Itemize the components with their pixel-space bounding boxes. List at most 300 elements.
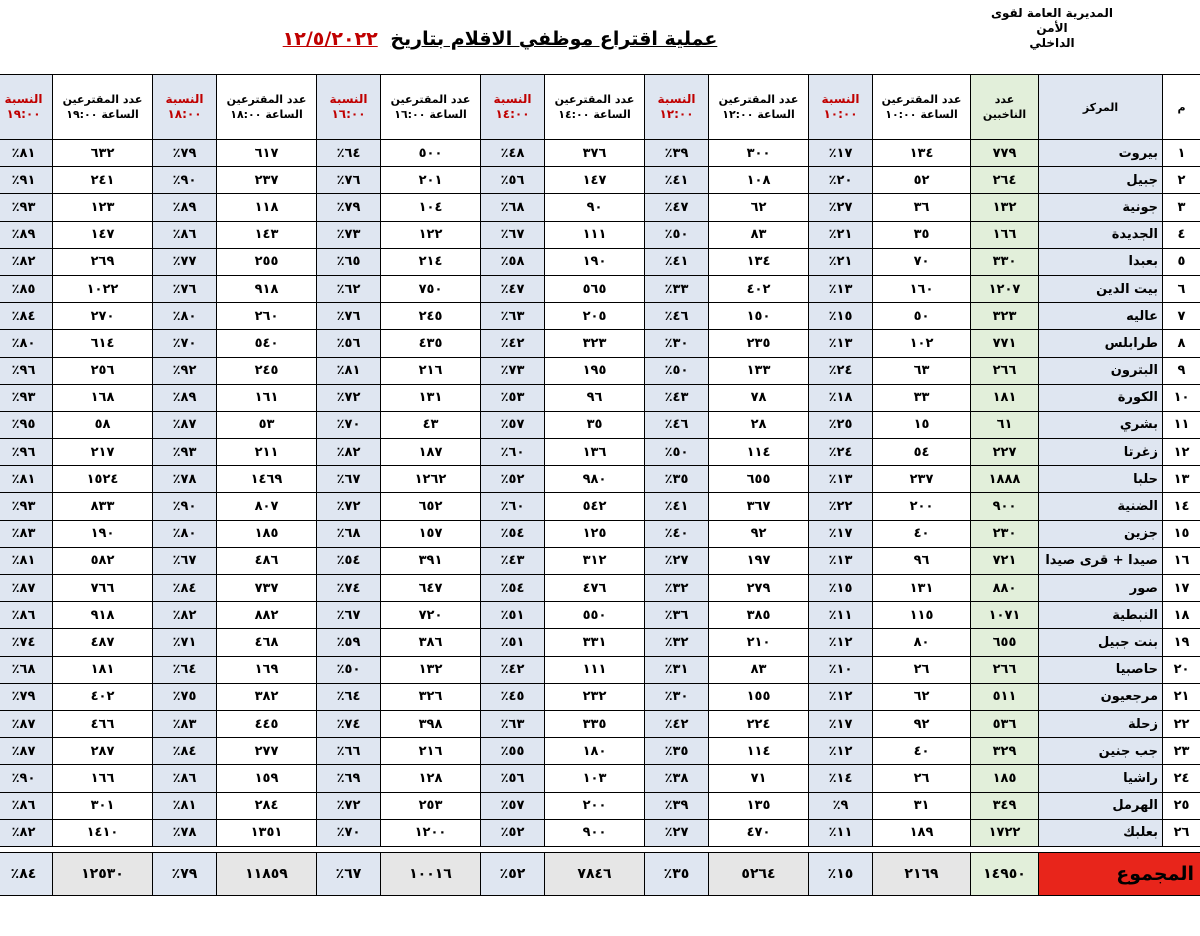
rate-1000: ١٢٪ <box>809 629 873 656</box>
votes-1400: ١٩٠ <box>545 248 645 275</box>
rate-1800: ٨٤٪ <box>153 575 217 602</box>
col-votes-1400 <box>545 75 645 140</box>
rate-1600: ٥٦٪ <box>317 330 381 357</box>
votes-1200: ١٠٨ <box>709 167 809 194</box>
col-rate-1600 <box>317 75 381 140</box>
rate-1200: ٣٥٪ <box>645 738 709 765</box>
votes-1400: ٣٣٥ <box>545 710 645 737</box>
votes-1800: ١٦١ <box>217 384 317 411</box>
votes-1600: ٢١٤ <box>381 248 481 275</box>
votes-1200: ٢٨ <box>709 411 809 438</box>
votes-1600: ٥٠٠ <box>381 140 481 167</box>
votes-1200: ٤٠٢ <box>709 275 809 302</box>
table-row <box>0 683 1200 710</box>
rate-hour-1000: ١٠:٠٠ <box>823 107 858 121</box>
votes-1900: ٩١٨ <box>53 602 153 629</box>
rate-1200: ٤١٪ <box>645 167 709 194</box>
rate-1400: ٦٧٪ <box>481 221 545 248</box>
rate-1800: ٨٢٪ <box>153 602 217 629</box>
rate-1600: ٧٦٪ <box>317 303 381 330</box>
rate-1600: ٧٢٪ <box>317 493 381 520</box>
rate-1200: ٤٦٪ <box>645 303 709 330</box>
col-votes-1000 <box>873 75 971 140</box>
votes-1000: ٤٠ <box>873 738 971 765</box>
rate-1000: ١٧٪ <box>809 710 873 737</box>
votes-1900: ٢٤١ <box>53 167 153 194</box>
votes-1200: ٨٣ <box>709 656 809 683</box>
votes-1900: ٦١٤ <box>53 330 153 357</box>
rate-1800: ٦٤٪ <box>153 656 217 683</box>
votes-1400: ٥٥٠ <box>545 602 645 629</box>
votes-1600: ٢١٦ <box>381 738 481 765</box>
row-number: ١٩ <box>1163 629 1200 656</box>
table-row <box>0 792 1200 819</box>
col-voters <box>971 75 1039 140</box>
rate-1800: ٧٨٪ <box>153 819 217 846</box>
rate-1800: ٨١٪ <box>153 792 217 819</box>
votes-1900: ٤٨٧ <box>53 629 153 656</box>
col-votes-label: عدد المقترعين <box>718 93 799 106</box>
center-name: طرابلس <box>1039 330 1163 357</box>
votes-1600: ٣٩٨ <box>381 710 481 737</box>
voters: ٣٢٣ <box>971 303 1039 330</box>
votes-1000: ٦٢ <box>873 683 971 710</box>
votes-1900: ٢٧٠ <box>53 303 153 330</box>
row-number: ٢٦ <box>1163 819 1200 846</box>
votes-1000: ٦٣ <box>873 357 971 384</box>
votes-1900: ٧٦٦ <box>53 575 153 602</box>
votes-1800: ٢١١ <box>217 439 317 466</box>
row-number: ١٧ <box>1163 575 1200 602</box>
rate-1900: ٧٩٪ <box>0 683 53 710</box>
votes-1800: ٢٦٠ <box>217 303 317 330</box>
center-name: بعبدا <box>1039 248 1163 275</box>
voters: ٢٦٦ <box>971 656 1039 683</box>
votes-1000: ٣٣ <box>873 384 971 411</box>
center-name: حلبا <box>1039 466 1163 493</box>
votes-1200: ٢١٠ <box>709 629 809 656</box>
voters: ٢٦٦ <box>971 357 1039 384</box>
rate-1400: ٥٦٪ <box>481 765 545 792</box>
rate-1800: ٨٧٪ <box>153 411 217 438</box>
voters: ٥١١ <box>971 683 1039 710</box>
rate-1200: ٣٠٪ <box>645 330 709 357</box>
total-voters: ١٤٩٥٠ <box>971 852 1039 895</box>
rate-1600: ٦٧٪ <box>317 466 381 493</box>
votes-1600: ٦٤٧ <box>381 575 481 602</box>
table-row <box>0 520 1200 547</box>
rate-1000: ٢٤٪ <box>809 357 873 384</box>
votes-1900: ٢١٧ <box>53 439 153 466</box>
votes-1400: ٣٣١ <box>545 629 645 656</box>
table-row <box>0 275 1200 302</box>
total-votes-1000: ٢١٦٩ <box>873 852 971 895</box>
rate-1000: ٢٥٪ <box>809 411 873 438</box>
votes-1600: ١٠٤ <box>381 194 481 221</box>
center-name: البترون <box>1039 357 1163 384</box>
votes-1600: ١٥٧ <box>381 520 481 547</box>
votes-1000: ١٠٢ <box>873 330 971 357</box>
rate-hour-1900: ١٩:٠٠ <box>6 107 41 121</box>
rate-label: النسبة <box>165 92 204 106</box>
rate-1400: ٥٢٪ <box>481 819 545 846</box>
votes-1400: ٩٠ <box>545 194 645 221</box>
total-rate-1000: ١٥٪ <box>809 852 873 895</box>
rate-1800: ٨٩٪ <box>153 384 217 411</box>
rate-1900: ٨٢٪ <box>0 248 53 275</box>
center-name: حاصبيا <box>1039 656 1163 683</box>
rate-1000: ١٥٪ <box>809 303 873 330</box>
votes-1900: ١٦٨ <box>53 384 153 411</box>
rate-1600: ٨١٪ <box>317 357 381 384</box>
voters: ٦٥٥ <box>971 629 1039 656</box>
rate-label: النسبة <box>4 92 43 106</box>
center-name: الكورة <box>1039 384 1163 411</box>
votes-1600: ٧٢٠ <box>381 602 481 629</box>
row-number: ٢٢ <box>1163 710 1200 737</box>
col-rate-1800 <box>153 75 217 140</box>
total-votes-1200: ٥٢٦٤ <box>709 852 809 895</box>
votes-1600: ١٨٧ <box>381 439 481 466</box>
votes-1900: ٤٦٦ <box>53 710 153 737</box>
rate-1400: ٥١٪ <box>481 629 545 656</box>
votes-1000: ١٥ <box>873 411 971 438</box>
rate-1900: ٨٩٪ <box>0 221 53 248</box>
table-body <box>0 140 1200 847</box>
voters: ٩٠٠ <box>971 493 1039 520</box>
rate-1900: ٩٣٪ <box>0 194 53 221</box>
votes-1000: ١١٥ <box>873 602 971 629</box>
votes-1800: ٥٤٠ <box>217 330 317 357</box>
total-votes-1900: ١٢٥٣٠ <box>53 852 153 895</box>
votes-1400: ٥٤٢ <box>545 493 645 520</box>
row-number: ٩ <box>1163 357 1200 384</box>
rate-1800: ٨٩٪ <box>153 194 217 221</box>
voters: ٥٣٦ <box>971 710 1039 737</box>
rate-1900: ٨١٪ <box>0 466 53 493</box>
rate-1400: ٤٥٪ <box>481 683 545 710</box>
votes-1800: ١١٨ <box>217 194 317 221</box>
rate-1900: ٩٦٪ <box>0 357 53 384</box>
rate-1600: ٨٢٪ <box>317 439 381 466</box>
total-rate-1200: ٣٥٪ <box>645 852 709 895</box>
table-row <box>0 547 1200 574</box>
votes-1200: ٢٣٥ <box>709 330 809 357</box>
voters: ٣٣٠ <box>971 248 1039 275</box>
votes-1800: ٧٣٧ <box>217 575 317 602</box>
votes-1800: ٤٤٥ <box>217 710 317 737</box>
rate-1800: ٩٠٪ <box>153 167 217 194</box>
center-name: عاليه <box>1039 303 1163 330</box>
rate-1600: ٧٢٪ <box>317 792 381 819</box>
rate-1600: ٦٢٪ <box>317 275 381 302</box>
votes-1400: ١٤٧ <box>545 167 645 194</box>
votes-1900: ٢٦٩ <box>53 248 153 275</box>
votes-1900: ١٤١٠ <box>53 819 153 846</box>
rate-1000: ٢٠٪ <box>809 167 873 194</box>
votes-1200: ١١٤ <box>709 738 809 765</box>
votes-1800: ١٥٩ <box>217 765 317 792</box>
rate-1900: ٩٣٪ <box>0 384 53 411</box>
votes-1600: ١٢٢ <box>381 221 481 248</box>
votes-1600: ١٢٠٠ <box>381 819 481 846</box>
row-number: ١٨ <box>1163 602 1200 629</box>
rate-1400: ٦٣٪ <box>481 303 545 330</box>
votes-1400: ١٩٥ <box>545 357 645 384</box>
votes-1900: ١٨١ <box>53 656 153 683</box>
rate-label: النسبة <box>329 92 368 106</box>
row-number: ١٣ <box>1163 466 1200 493</box>
votes-1200: ٢٧٩ <box>709 575 809 602</box>
rate-1600: ٦٨٪ <box>317 520 381 547</box>
votes-1900: ٨٣٣ <box>53 493 153 520</box>
votes-1200: ٦٢ <box>709 194 809 221</box>
rate-1000: ١٣٪ <box>809 547 873 574</box>
votes-1200: ٦٥٥ <box>709 466 809 493</box>
center-name: زحلة <box>1039 710 1163 737</box>
votes-1000: ٣٥ <box>873 221 971 248</box>
voters: ٧٧١ <box>971 330 1039 357</box>
rate-1400: ٥٣٪ <box>481 384 545 411</box>
rate-1600: ٧٤٪ <box>317 575 381 602</box>
rate-1900: ٧٤٪ <box>0 629 53 656</box>
col-rate-1000 <box>809 75 873 140</box>
row-number: ٤ <box>1163 221 1200 248</box>
rate-1800: ٧٨٪ <box>153 466 217 493</box>
rate-1200: ٣١٪ <box>645 656 709 683</box>
row-number: ١٠ <box>1163 384 1200 411</box>
rate-1600: ٧٦٪ <box>317 167 381 194</box>
rate-1900: ٨٣٪ <box>0 520 53 547</box>
rate-1900: ٨٧٪ <box>0 710 53 737</box>
table-row <box>0 602 1200 629</box>
rate-1600: ٦٦٪ <box>317 738 381 765</box>
table-row <box>0 710 1200 737</box>
votes-1800: ٨٨٢ <box>217 602 317 629</box>
votes-1000: ٣٦ <box>873 194 971 221</box>
votes-1800: ١٣٥١ <box>217 819 317 846</box>
col-votes-1200 <box>709 75 809 140</box>
votes-1200: ٣٦٧ <box>709 493 809 520</box>
center-name: النبطية <box>1039 602 1163 629</box>
table-row <box>0 439 1200 466</box>
col-rate-1400 <box>481 75 545 140</box>
table-row <box>0 167 1200 194</box>
table-row <box>0 493 1200 520</box>
votes-1400: ٣٧٦ <box>545 140 645 167</box>
total-label: المجموع <box>1039 852 1200 895</box>
center-name: بيروت <box>1039 140 1163 167</box>
row-number: ١٥ <box>1163 520 1200 547</box>
table-row <box>0 738 1200 765</box>
rate-1000: ١٧٪ <box>809 520 873 547</box>
rate-hour-1200: ١٢:٠٠ <box>659 107 694 121</box>
rate-1400: ٥٤٪ <box>481 575 545 602</box>
row-number: ٨ <box>1163 330 1200 357</box>
col-number: م <box>1163 75 1200 140</box>
rate-1000: ١٥٪ <box>809 575 873 602</box>
votes-1000: ٩٦ <box>873 547 971 574</box>
table-row <box>0 330 1200 357</box>
votes-1400: ١٢٥ <box>545 520 645 547</box>
col-hour-1800: الساعة ١٨:٠٠ <box>230 108 303 121</box>
rate-hour-1400: ١٤:٠٠ <box>495 107 530 121</box>
votes-1400: ٢٣٢ <box>545 683 645 710</box>
rate-1800: ٧٩٪ <box>153 140 217 167</box>
rate-1200: ٣٥٪ <box>645 466 709 493</box>
total-rate-1900: ٨٤٪ <box>0 852 53 895</box>
votes-1600: ١٢٨ <box>381 765 481 792</box>
rate-1900: ٨١٪ <box>0 547 53 574</box>
col-rate-1900 <box>0 75 53 140</box>
votes-1000: ٥٠ <box>873 303 971 330</box>
row-number: ١١ <box>1163 411 1200 438</box>
rate-1600: ٦٤٪ <box>317 683 381 710</box>
center-name: جبيل <box>1039 167 1163 194</box>
col-votes-1800 <box>217 75 317 140</box>
row-number: ٣ <box>1163 194 1200 221</box>
rate-1200: ٣٢٪ <box>645 575 709 602</box>
rate-1200: ٤٦٪ <box>645 411 709 438</box>
votes-1900: ٢٨٧ <box>53 738 153 765</box>
rate-1800: ٧٥٪ <box>153 683 217 710</box>
votes-1600: ٣٩١ <box>381 547 481 574</box>
center-name: جونية <box>1039 194 1163 221</box>
table-row <box>0 466 1200 493</box>
voters: ١٨٥ <box>971 765 1039 792</box>
rate-1800: ٨٦٪ <box>153 765 217 792</box>
rate-1600: ٦٩٪ <box>317 765 381 792</box>
rate-1200: ٣٩٪ <box>645 140 709 167</box>
votes-1200: ١٥٥ <box>709 683 809 710</box>
rate-1200: ٤١٪ <box>645 493 709 520</box>
votes-1800: ٩١٨ <box>217 275 317 302</box>
votes-1900: ١٠٢٢ <box>53 275 153 302</box>
total-rate-1800: ٧٩٪ <box>153 852 217 895</box>
voters: ٢٣٠ <box>971 520 1039 547</box>
rate-1400: ٥٦٪ <box>481 167 545 194</box>
votes-1800: ٢٤٥ <box>217 357 317 384</box>
rate-1900: ٨٧٪ <box>0 575 53 602</box>
table-row <box>0 411 1200 438</box>
votes-1000: ٢٦ <box>873 765 971 792</box>
rate-1000: ١٤٪ <box>809 765 873 792</box>
rate-1400: ٤٣٪ <box>481 547 545 574</box>
center-name: بعلبك <box>1039 819 1163 846</box>
rate-1800: ٨٣٪ <box>153 710 217 737</box>
rate-label: النسبة <box>821 92 860 106</box>
row-number: ٢ <box>1163 167 1200 194</box>
rate-1200: ٤٣٪ <box>645 384 709 411</box>
rate-1200: ٥٠٪ <box>645 357 709 384</box>
rate-1800: ٩٠٪ <box>153 493 217 520</box>
votes-1800: ١٤٦٩ <box>217 466 317 493</box>
votes-1400: ٢٠٥ <box>545 303 645 330</box>
col-center: المركز <box>1039 75 1163 140</box>
votes-1000: ٧٠ <box>873 248 971 275</box>
votes-1900: ١٢٣ <box>53 194 153 221</box>
votes-1200: ١٥٠ <box>709 303 809 330</box>
votes-1400: ١٨٠ <box>545 738 645 765</box>
title-date: ١٢/٥/٢٠٢٢ <box>282 28 378 50</box>
rate-1600: ٥٠٪ <box>317 656 381 683</box>
total-rate-1400: ٥٢٪ <box>481 852 545 895</box>
rate-label: النسبة <box>657 92 696 106</box>
votes-1600: ٧٥٠ <box>381 275 481 302</box>
col-hour-1600: الساعة ١٦:٠٠ <box>394 108 467 121</box>
rate-1400: ٥٨٪ <box>481 248 545 275</box>
rate-1600: ٥٤٪ <box>317 547 381 574</box>
votes-1400: ٩٠٠ <box>545 819 645 846</box>
col-voters-line2: الناخبين <box>982 108 1027 121</box>
rate-1600: ٧٩٪ <box>317 194 381 221</box>
rate-1400: ٤٢٪ <box>481 656 545 683</box>
org-line-1: المديرية العامة لقوى الأمن <box>991 6 1113 35</box>
col-votes-label: عدد المقترعين <box>390 93 471 106</box>
votes-1900: ١٦٦ <box>53 765 153 792</box>
rate-1000: ٢٢٪ <box>809 493 873 520</box>
row-number: ٢٣ <box>1163 738 1200 765</box>
col-votes-label: عدد المقترعين <box>554 93 635 106</box>
row-number: ٢٥ <box>1163 792 1200 819</box>
rate-1800: ٨٦٪ <box>153 221 217 248</box>
rate-1200: ٥٠٪ <box>645 221 709 248</box>
rate-1800: ٦٧٪ <box>153 547 217 574</box>
votes-1800: ٦١٧ <box>217 140 317 167</box>
votes-1600: ١٣١ <box>381 384 481 411</box>
rate-1000: ١٧٪ <box>809 140 873 167</box>
votes-1900: ٥٨٢ <box>53 547 153 574</box>
votes-1400: ١٣٦ <box>545 439 645 466</box>
rate-1400: ٦٣٪ <box>481 710 545 737</box>
votes-1400: ١٠٣ <box>545 765 645 792</box>
rate-1000: ١٣٪ <box>809 330 873 357</box>
row-number: ١٤ <box>1163 493 1200 520</box>
row-number: ٢٠ <box>1163 656 1200 683</box>
rate-1800: ٨٤٪ <box>153 738 217 765</box>
votes-1000: ٢٦ <box>873 656 971 683</box>
votes-1200: ٩٢ <box>709 520 809 547</box>
rate-1600: ٧٠٪ <box>317 411 381 438</box>
votes-1900: ٢٥٦ <box>53 357 153 384</box>
rate-1000: ١٢٪ <box>809 683 873 710</box>
col-votes-label: عدد المقترعين <box>62 93 143 106</box>
rate-1400: ٥٧٪ <box>481 411 545 438</box>
col-rate-1200 <box>645 75 709 140</box>
rate-1800: ٨٠٪ <box>153 520 217 547</box>
votes-1000: ٤٠ <box>873 520 971 547</box>
rate-hour-1800: ١٨:٠٠ <box>167 107 202 121</box>
votes-1200: ٨٣ <box>709 221 809 248</box>
rate-1600: ٦٥٪ <box>317 248 381 275</box>
col-hour-1400: الساعة ١٤:٠٠ <box>558 108 631 121</box>
center-name: الضنية <box>1039 493 1163 520</box>
col-voters-line1: عدد <box>994 93 1015 106</box>
header-row <box>0 75 1200 140</box>
votes-1400: ٩٦ <box>545 384 645 411</box>
center-name: بنت جبيل <box>1039 629 1163 656</box>
votes-1200: ٢٢٤ <box>709 710 809 737</box>
title-text: عملية اقتراع موظفي الاقلام بتاريخ <box>390 28 718 50</box>
votes-1200: ٤٧٠ <box>709 819 809 846</box>
rate-1200: ٣٨٪ <box>645 765 709 792</box>
turnout-table <box>0 74 1200 896</box>
votes-1800: ٢٥٥ <box>217 248 317 275</box>
row-number: ٧ <box>1163 303 1200 330</box>
rate-1200: ٢٧٪ <box>645 547 709 574</box>
rate-1800: ٧٦٪ <box>153 275 217 302</box>
row-number: ١٢ <box>1163 439 1200 466</box>
